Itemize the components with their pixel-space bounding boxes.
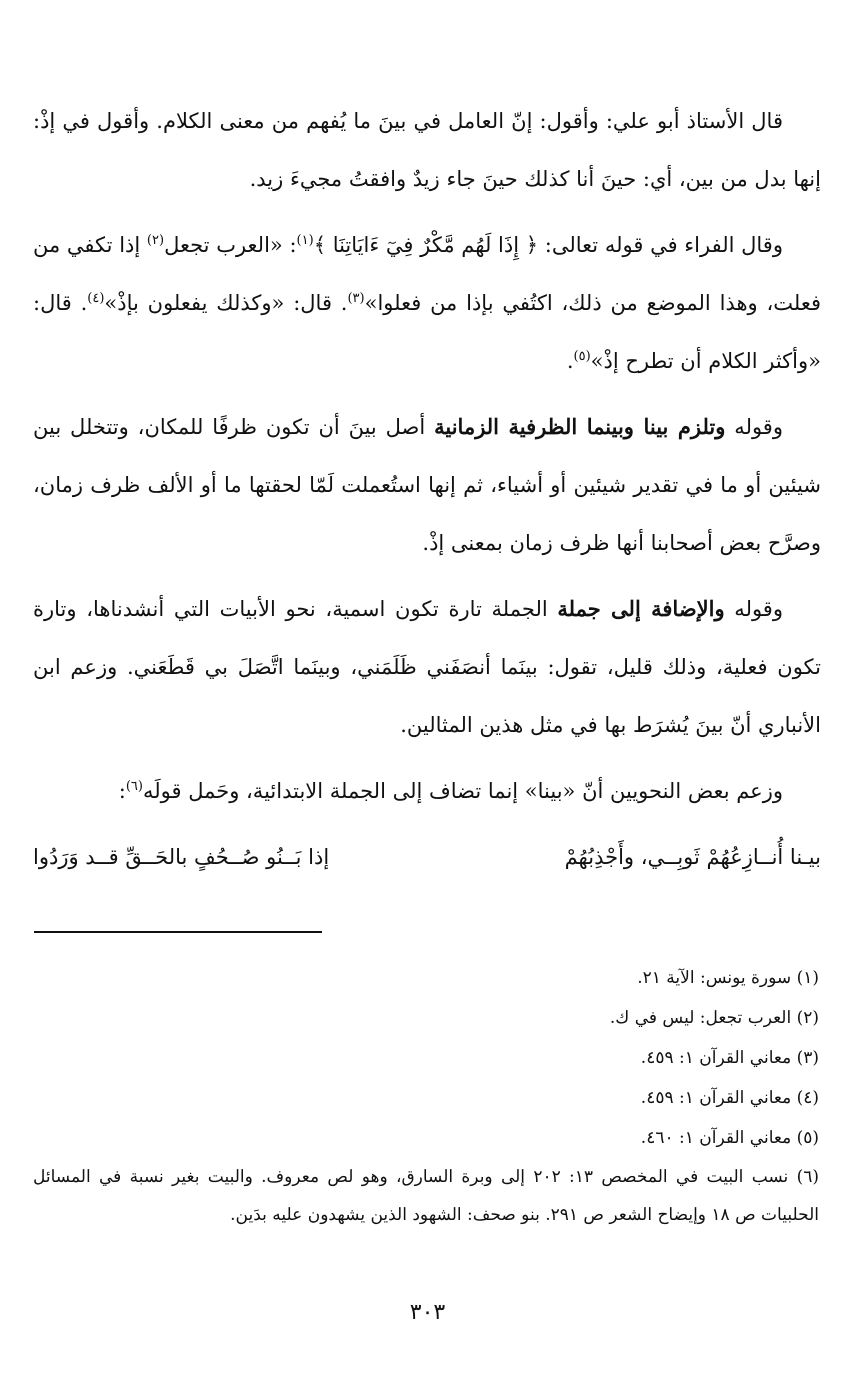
footnote-5: (٥) معاني القرآن ١: ٤٦٠. — [640, 1128, 819, 1148]
text-run: أصل بينَ أن تكون ظرفًا للمكان، وتتخلل بين شيئين أو ما في تقدير شيئين أو أشياء، ثم إنها استُعملت لَمّا لحقتها ما أو الألف ظرف زمان، وصرَّح بعض أصحابنا أنها ظرف زمان بمعنى إذْ. — [33, 415, 821, 555]
page-number: ٣٠٣ — [409, 1300, 446, 1325]
footnote-6: (٦) نسب البيت في المخصص ١٣: ٢٠٢ إلى وبرة السارق، وهو لص معروف. والبيت بغير نسبة في المسائل الحلبيات ص ١٨ وإيضاح الشعر ص ٢٩١. بنو صحف: الشهود الذين يشهدون عليه بدَين. — [33, 1167, 820, 1225]
footnote-2: (٢) العرب تجعل: ليس في ك. — [609, 1008, 819, 1028]
footnotes — [33, 958, 819, 1234]
footnote-separator — [34, 931, 322, 933]
paragraph-5 — [33, 762, 821, 820]
footnote-1: (١) سورة يونس: الآية ٢١. — [637, 968, 819, 988]
paragraph-4 — [33, 580, 821, 754]
paragraph-3 — [33, 398, 821, 572]
main-text — [33, 92, 821, 886]
punctuation: : — [118, 779, 126, 803]
text-run: وقوله — [725, 415, 783, 439]
footnote-ref-1: (١) — [296, 233, 314, 248]
footnote-3: (٣) معاني القرآن ١: ٤٥٩. — [640, 1048, 819, 1068]
quran-quote: وقال الفراء في قوله تعالى: ﴿ إِذَا لَهُم مَّكْرٌ فِيٓ ءَايَاتِنَا ﴾ — [313, 233, 783, 257]
footnote-ref-2: (٢) — [146, 233, 165, 248]
bold-keyword: وتلزم بينا وبينما الظرفية الزمانية — [434, 414, 726, 439]
verse-first-hemistich: بيـنا أُنــازِعُهُمْ ثَوبِــي، وأَجْذِبُهُمْ — [564, 845, 821, 869]
quote-text: : «العرب تجعل — [164, 233, 297, 257]
quote-text: . قال: «وكذلك يفعلون بإذْ» — [104, 291, 348, 315]
punctuation: . — [566, 349, 574, 373]
paragraph-1: قال الأستاذ أبو علي: وأقول: إنّ العامل في بينَ ما يُفهم من معنى الكلام. وأقول في إذْ: إنها بدل من بين، أي: حينَ أنا كذلك حينَ جاء زيدٌ وافقتُ مجيءَ زيد. — [33, 109, 821, 191]
footnote-ref-5: (٥) — [573, 349, 591, 364]
footnote-ref-4: (٤) — [87, 291, 105, 306]
verse-second-hemistich: إذا بَــنُو صُــحُفٍ بالحَــقِّ قــد وَرَدُوا — [33, 845, 330, 869]
text-run: الجملة تارة تكون اسمية، نحو الأبيات التي أنشدناها، وتارة تكون فعلية، وذلك قليل، تقول: بينَما أنصَفَني ظَلَمَني، وبينَما اتَّصَلَ بي قَطَعَني. وزعم ابن الأنباري أنّ بينَ يُشرَط بها في مثل هذين المثالين. — [33, 597, 821, 737]
poetry-verse — [33, 828, 821, 886]
quote-text: إذا تكفي من فعلت، وهذا الموضع من ذلك، اكتُفي بإذا من فعلوا» — [33, 233, 821, 315]
footnote-ref-3: (٣) — [347, 291, 365, 306]
footnote-ref-6: (٦) — [125, 779, 143, 794]
paragraph-2 — [33, 216, 821, 390]
text-run: وقوله — [724, 597, 783, 621]
bold-keyword: والإضافة إلى جملة — [557, 596, 725, 621]
quote-text: . قال: «وأكثر الكلام أن تطرح إذْ» — [33, 291, 821, 373]
text-run: وزعم بعض النحويين أنّ «بينا» إنما تضاف إلى الجملة الابتدائية، وحَمل قولَه — [142, 779, 783, 803]
footnote-4: (٤) معاني القرآن ١: ٤٥٩. — [640, 1088, 819, 1108]
